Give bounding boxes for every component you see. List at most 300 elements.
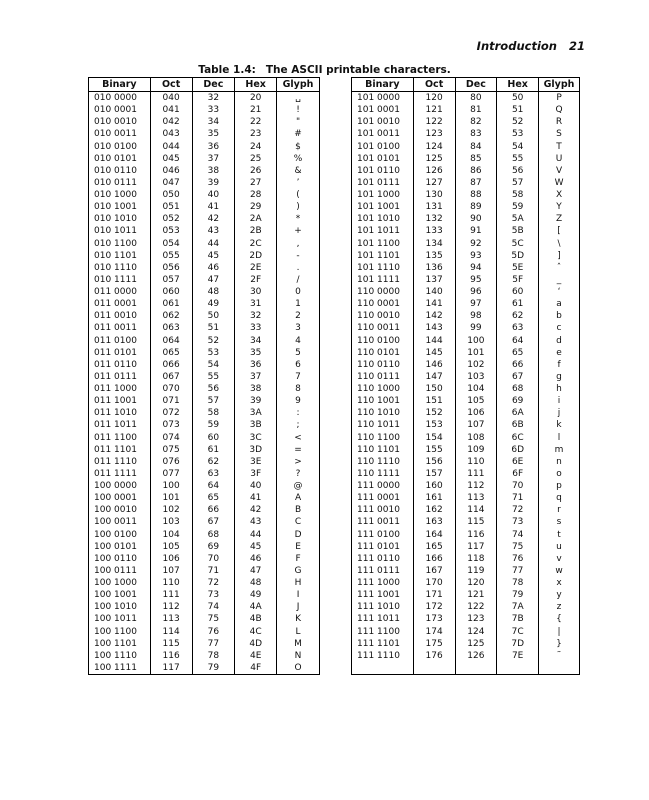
glyph-cell: Z	[539, 213, 580, 225]
glyph-cell: z	[539, 601, 580, 613]
glyph-cell: 2	[277, 310, 320, 322]
binary-cell: 010 1010	[89, 213, 151, 225]
hex-cell: 6C	[497, 432, 539, 444]
oct-cell: 061	[150, 298, 192, 310]
oct-cell: 147	[413, 371, 455, 383]
oct-cell: 055	[150, 250, 192, 262]
glyph-cell: -	[277, 250, 320, 262]
binary-cell: 010 0000	[89, 92, 151, 105]
oct-cell: 167	[413, 565, 455, 577]
oct-cell: 155	[413, 444, 455, 456]
binary-cell: 101 1100	[352, 238, 414, 250]
dec-cell: 110	[455, 456, 497, 468]
glyph-cell: "	[277, 116, 320, 128]
table-row	[352, 407, 580, 419]
glyph-cell: R	[539, 116, 580, 128]
hex-cell: 5A	[497, 213, 539, 225]
table-row	[89, 298, 320, 310]
table-row	[89, 250, 320, 262]
glyph-cell: :	[277, 407, 320, 419]
binary-cell: 100 0110	[89, 553, 151, 565]
hex-cell: 47	[235, 565, 277, 577]
glyph-cell: %	[277, 153, 320, 165]
hex-cell: 45	[235, 541, 277, 553]
oct-cell: 130	[413, 189, 455, 201]
oct-cell: 105	[150, 541, 192, 553]
glyph-cell: 6	[277, 359, 320, 371]
binary-cell: 010 1001	[89, 201, 151, 213]
binary-cell: 111 0010	[352, 504, 414, 516]
dec-cell: 107	[455, 419, 497, 431]
col-glyph: Glyph	[277, 78, 320, 92]
oct-cell: 104	[150, 529, 192, 541]
glyph-cell: q	[539, 492, 580, 504]
table-row	[352, 298, 580, 310]
glyph-cell: h	[539, 383, 580, 395]
glyph-cell: N	[277, 650, 320, 662]
table-row	[352, 310, 580, 322]
oct-cell: 114	[150, 626, 192, 638]
table-row	[352, 371, 580, 383]
oct-cell: 152	[413, 407, 455, 419]
dec-cell: 40	[192, 189, 235, 201]
col-hex: Hex	[497, 78, 539, 92]
binary-cell: 011 1000	[89, 383, 151, 395]
glyph-cell: \	[539, 238, 580, 250]
dec-cell: 117	[455, 541, 497, 553]
col-glyph: Glyph	[539, 78, 580, 92]
glyph-cell: j	[539, 407, 580, 419]
dec-cell: 118	[455, 553, 497, 565]
dec-cell: 62	[192, 456, 235, 468]
header-row	[352, 78, 580, 92]
glyph-cell: M	[277, 638, 320, 650]
dec-cell: 49	[192, 298, 235, 310]
hex-cell: 72	[497, 504, 539, 516]
table-row	[89, 662, 320, 675]
hex-cell: 60	[497, 286, 539, 298]
hex-cell: 2F	[235, 274, 277, 286]
binary-cell: 010 0101	[89, 153, 151, 165]
hex-cell: 5B	[497, 225, 539, 237]
dec-cell: 58	[192, 407, 235, 419]
oct-cell: 166	[413, 553, 455, 565]
table-row	[89, 601, 320, 613]
hex-cell: 22	[235, 116, 277, 128]
hex-cell: 43	[235, 516, 277, 528]
table-row	[352, 359, 580, 371]
oct-cell: 151	[413, 395, 455, 407]
table-row	[89, 480, 320, 492]
dec-cell: 105	[455, 395, 497, 407]
table-row	[352, 613, 580, 625]
hex-cell: 26	[235, 165, 277, 177]
dec-cell: 65	[192, 492, 235, 504]
dec-cell: 32	[192, 92, 235, 105]
hex-cell: 7C	[497, 626, 539, 638]
binary-cell: 011 0100	[89, 335, 151, 347]
hex-cell: 50	[497, 92, 539, 105]
table-row	[352, 128, 580, 140]
hex-cell: 5E	[497, 262, 539, 274]
oct-cell: 117	[150, 662, 192, 675]
binary-cell: 100 0101	[89, 541, 151, 553]
table-row	[89, 565, 320, 577]
hex-cell: 73	[497, 516, 539, 528]
dec-cell: 85	[455, 153, 497, 165]
dec-cell: 36	[192, 141, 235, 153]
binary-cell: 011 1011	[89, 419, 151, 431]
binary-cell: 110 0100	[352, 335, 414, 347]
binary-cell: 010 0001	[89, 104, 151, 116]
glyph-cell: ?	[277, 468, 320, 480]
hex-cell: 64	[497, 335, 539, 347]
dec-cell: 72	[192, 577, 235, 589]
dec-cell: 104	[455, 383, 497, 395]
dec-cell: 108	[455, 432, 497, 444]
hex-cell: 6B	[497, 419, 539, 431]
dec-cell: 81	[455, 104, 497, 116]
oct-cell: 143	[413, 322, 455, 334]
oct-cell: 115	[150, 638, 192, 650]
dec-cell: 121	[455, 589, 497, 601]
binary-cell: 010 1000	[89, 189, 151, 201]
glyph-cell: e	[539, 347, 580, 359]
dec-cell: 73	[192, 589, 235, 601]
oct-cell: 163	[413, 516, 455, 528]
binary-cell: 100 1011	[89, 613, 151, 625]
oct-cell: 156	[413, 456, 455, 468]
binary-cell: 101 1101	[352, 250, 414, 262]
dec-cell: 113	[455, 492, 497, 504]
table-row	[89, 541, 320, 553]
col-dec: Dec	[192, 78, 235, 92]
oct-cell: 120	[413, 92, 455, 105]
oct-cell: 063	[150, 322, 192, 334]
binary-cell	[352, 662, 414, 675]
table-row	[352, 250, 580, 262]
table-row	[352, 480, 580, 492]
hex-cell: 66	[497, 359, 539, 371]
dec-cell: 41	[192, 201, 235, 213]
glyph-cell: ;	[277, 419, 320, 431]
dec-cell: 97	[455, 298, 497, 310]
oct-cell: 146	[413, 359, 455, 371]
binary-cell: 110 0000	[352, 286, 414, 298]
hex-cell: 27	[235, 177, 277, 189]
hex-cell: 4B	[235, 613, 277, 625]
dec-cell: 68	[192, 529, 235, 541]
oct-cell: 060	[150, 286, 192, 298]
oct-cell: 064	[150, 335, 192, 347]
dec-cell: 52	[192, 335, 235, 347]
binary-cell: 100 1000	[89, 577, 151, 589]
glyph-cell: V	[539, 165, 580, 177]
hex-cell: 46	[235, 553, 277, 565]
binary-cell: 101 0111	[352, 177, 414, 189]
hex-cell: 2C	[235, 238, 277, 250]
binary-cell: 100 1010	[89, 601, 151, 613]
oct-cell: 157	[413, 468, 455, 480]
oct-cell: 171	[413, 589, 455, 601]
hex-cell: 3B	[235, 419, 277, 431]
glyph-cell: A	[277, 492, 320, 504]
binary-cell: 010 1100	[89, 238, 151, 250]
dec-cell: 60	[192, 432, 235, 444]
binary-cell: 010 1011	[89, 225, 151, 237]
binary-cell: 011 0110	[89, 359, 151, 371]
header-row	[89, 78, 320, 92]
table-row	[89, 407, 320, 419]
glyph-cell: J	[277, 601, 320, 613]
table-row	[352, 662, 580, 675]
oct-cell: 067	[150, 371, 192, 383]
binary-cell: 010 0111	[89, 177, 151, 189]
oct-cell: 137	[413, 274, 455, 286]
binary-cell: 101 0000	[352, 92, 414, 105]
table-row	[352, 262, 580, 274]
table-row	[89, 650, 320, 662]
hex-cell: 55	[497, 153, 539, 165]
hex-cell: 75	[497, 541, 539, 553]
glyph-cell: I	[277, 589, 320, 601]
dec-cell: 124	[455, 626, 497, 638]
hex-cell: 39	[235, 395, 277, 407]
binary-cell: 110 1110	[352, 456, 414, 468]
binary-cell: 101 0110	[352, 165, 414, 177]
hex-cell: 59	[497, 201, 539, 213]
glyph-cell	[539, 662, 580, 675]
table-row	[89, 310, 320, 322]
table-row	[89, 238, 320, 250]
dec-cell: 119	[455, 565, 497, 577]
table-row	[89, 177, 320, 189]
table-row	[352, 492, 580, 504]
hex-cell: 61	[497, 298, 539, 310]
binary-cell: 110 0101	[352, 347, 414, 359]
oct-cell: 100	[150, 480, 192, 492]
glyph-cell: 8	[277, 383, 320, 395]
dec-cell: 111	[455, 468, 497, 480]
table-row	[352, 444, 580, 456]
table-row	[352, 601, 580, 613]
oct-cell: 116	[150, 650, 192, 662]
table-row	[352, 456, 580, 468]
dec-cell: 33	[192, 104, 235, 116]
binary-cell: 110 0011	[352, 322, 414, 334]
dec-cell: 61	[192, 444, 235, 456]
dec-cell: 78	[192, 650, 235, 662]
binary-cell: 100 0000	[89, 480, 151, 492]
table-row	[89, 577, 320, 589]
dec-cell: 50	[192, 310, 235, 322]
oct-cell: 150	[413, 383, 455, 395]
hex-cell: 57	[497, 177, 539, 189]
oct-cell: 161	[413, 492, 455, 504]
dec-cell: 66	[192, 504, 235, 516]
dec-cell: 70	[192, 553, 235, 565]
oct-cell: 076	[150, 456, 192, 468]
table-row	[352, 189, 580, 201]
glyph-cell: $	[277, 141, 320, 153]
binary-cell: 110 0001	[352, 298, 414, 310]
table-row	[89, 383, 320, 395]
hex-cell: 21	[235, 104, 277, 116]
table-row	[89, 225, 320, 237]
binary-cell: 111 1110	[352, 650, 414, 662]
hex-cell: 2A	[235, 213, 277, 225]
hex-cell: 76	[497, 553, 539, 565]
table-row	[89, 274, 320, 286]
oct-cell: 056	[150, 262, 192, 274]
hex-cell: 33	[235, 322, 277, 334]
oct-cell	[413, 662, 455, 675]
dec-cell: 47	[192, 274, 235, 286]
hex-cell: 7D	[497, 638, 539, 650]
table-row	[89, 92, 320, 105]
binary-cell: 010 0100	[89, 141, 151, 153]
glyph-cell: +	[277, 225, 320, 237]
hex-cell: 6A	[497, 407, 539, 419]
dec-cell: 95	[455, 274, 497, 286]
oct-cell: 102	[150, 504, 192, 516]
dec-cell: 55	[192, 371, 235, 383]
dec-cell: 123	[455, 613, 497, 625]
oct-cell: 131	[413, 201, 455, 213]
dec-cell: 69	[192, 541, 235, 553]
oct-cell: 054	[150, 238, 192, 250]
binary-cell: 110 1010	[352, 407, 414, 419]
glyph-cell: ’	[277, 177, 320, 189]
oct-cell: 132	[413, 213, 455, 225]
col-oct: Oct	[413, 78, 455, 92]
hex-cell: 42	[235, 504, 277, 516]
ascii-table-right	[351, 77, 580, 675]
table-row	[352, 286, 580, 298]
binary-cell: 111 1101	[352, 638, 414, 650]
hex-cell: 3E	[235, 456, 277, 468]
dec-cell: 79	[192, 662, 235, 675]
hex-cell: 7B	[497, 613, 539, 625]
binary-cell: 011 0011	[89, 322, 151, 334]
hex-cell: 2B	[235, 225, 277, 237]
glyph-cell: S	[539, 128, 580, 140]
dec-cell: 43	[192, 225, 235, 237]
table-row	[89, 504, 320, 516]
glyph-cell: ]	[539, 250, 580, 262]
glyph-cell: ,	[277, 238, 320, 250]
dec-cell: 53	[192, 347, 235, 359]
glyph-cell: P	[539, 92, 580, 105]
dec-cell: 42	[192, 213, 235, 225]
binary-cell: 010 1101	[89, 250, 151, 262]
glyph-cell: #	[277, 128, 320, 140]
hex-cell: 67	[497, 371, 539, 383]
binary-cell: 010 1111	[89, 274, 151, 286]
table-row	[352, 468, 580, 480]
binary-cell: 110 1100	[352, 432, 414, 444]
dec-cell: 86	[455, 165, 497, 177]
hex-cell: 78	[497, 577, 539, 589]
table-row	[89, 419, 320, 431]
glyph-cell: L	[277, 626, 320, 638]
glyph-cell: o	[539, 468, 580, 480]
binary-cell: 110 0111	[352, 371, 414, 383]
glyph-cell: u	[539, 541, 580, 553]
binary-cell: 101 1111	[352, 274, 414, 286]
oct-cell: 074	[150, 432, 192, 444]
oct-cell: 144	[413, 335, 455, 347]
binary-cell: 100 0100	[89, 529, 151, 541]
oct-cell: 110	[150, 577, 192, 589]
table-row	[89, 492, 320, 504]
binary-cell: 111 1000	[352, 577, 414, 589]
dec-cell: 116	[455, 529, 497, 541]
hex-cell: 58	[497, 189, 539, 201]
oct-cell: 127	[413, 177, 455, 189]
oct-cell: 044	[150, 141, 192, 153]
table-row	[352, 565, 580, 577]
hex-cell: 4F	[235, 662, 277, 675]
table-row	[352, 213, 580, 225]
dec-cell: 57	[192, 395, 235, 407]
oct-cell: 047	[150, 177, 192, 189]
table-row	[89, 638, 320, 650]
table-row	[352, 516, 580, 528]
oct-cell: 145	[413, 347, 455, 359]
hex-cell: 2E	[235, 262, 277, 274]
glyph-cell: G	[277, 565, 320, 577]
table-row	[89, 553, 320, 565]
hex-cell: 35	[235, 347, 277, 359]
glyph-cell: x	[539, 577, 580, 589]
oct-cell: 154	[413, 432, 455, 444]
oct-cell: 176	[413, 650, 455, 662]
glyph-cell: 0	[277, 286, 320, 298]
oct-cell: 122	[413, 116, 455, 128]
hex-cell: 63	[497, 322, 539, 334]
oct-cell: 172	[413, 601, 455, 613]
binary-cell: 101 0010	[352, 116, 414, 128]
glyph-cell: y	[539, 589, 580, 601]
table-row	[89, 529, 320, 541]
dec-cell: 115	[455, 516, 497, 528]
glyph-cell: B	[277, 504, 320, 516]
binary-cell: 010 0010	[89, 116, 151, 128]
glyph-cell: _	[539, 274, 580, 286]
col-dec: Dec	[455, 78, 497, 92]
binary-cell: 011 0000	[89, 286, 151, 298]
hex-cell: 7E	[497, 650, 539, 662]
oct-cell: 140	[413, 286, 455, 298]
binary-cell: 011 0001	[89, 298, 151, 310]
glyph-cell: b	[539, 310, 580, 322]
oct-cell: 133	[413, 225, 455, 237]
binary-cell: 111 0011	[352, 516, 414, 528]
dec-cell: 54	[192, 359, 235, 371]
glyph-cell: &	[277, 165, 320, 177]
table-row	[352, 419, 580, 431]
glyph-cell: @	[277, 480, 320, 492]
hex-cell: 4E	[235, 650, 277, 662]
binary-cell: 110 1001	[352, 395, 414, 407]
hex-cell: 3C	[235, 432, 277, 444]
binary-cell: 111 1011	[352, 613, 414, 625]
dec-cell: 75	[192, 613, 235, 625]
table-row	[352, 395, 580, 407]
oct-cell: 141	[413, 298, 455, 310]
hex-cell: 79	[497, 589, 539, 601]
